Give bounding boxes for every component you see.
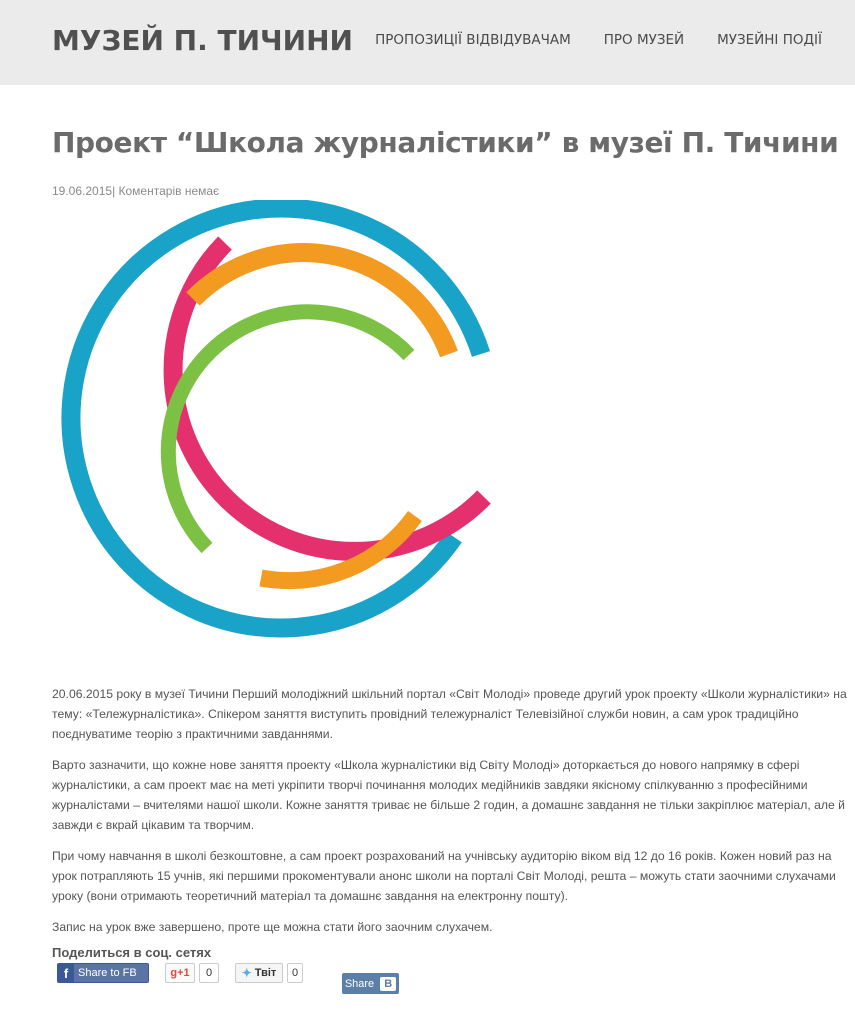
ring-green-arc	[168, 312, 409, 548]
google-plus-count: 0	[199, 963, 219, 983]
post-paragraph: Варто зазначити, що кожне нове заняття проекту «Школа журналістики від Світу Молоді» доторкається до нового напрямку в сфері журналістики, а сам проект має на меті укріпити творчі починання молодих медійників завдяки якісному спілкуванню з професійними журналістами – вчителями нашої школи. Кожне заняття триває не більше 2 годин, а домашнє завдання не тільки закріплює матеріал, але й завжди є вкрай цікавим та творчим.	[52, 758, 845, 832]
post-date: 19.06.2015	[52, 184, 113, 198]
facebook-share-button[interactable]	[57, 963, 149, 983]
twitter-bird-icon: ✦	[241, 966, 252, 980]
post-paragraph: 20.06.2015 року в музеї Тичини Перший молодіжний шкільний портал «Світ Молоді» проведе другий урок проекту «Школи журналістики» на тему: «Тележурналістика». Спікером заняття виступить провідний тележурналіст Телевізійної служби новин, а сам урок традиційно поєднуватиме теорію з практичними завданнями.	[52, 687, 847, 741]
post-paragraph: При чому навчання в школі безкоштовне, а сам проект розрахований на учнівську аудиторію віком від 12 до 16 років. Кожен новий раз на урок потрапляють 15 учнів, які першими прокоментували анонс школи на порталі Світ Молоді, решта – можуть стати заочними слухачами уроку (вони отримають теоретичний матеріал та домашнє завдання на електронну пошту).	[52, 849, 836, 903]
site-header	[0, 0, 855, 85]
site-title-link[interactable]: МУЗЕЙ П. ТИЧИНИ	[52, 24, 353, 57]
twitter-tweet-label: Твіт	[254, 967, 277, 979]
vk-share-label: Share	[344, 977, 375, 990]
google-plus-label: +1	[177, 967, 190, 979]
nav-item-about-museum[interactable]: ПРО МУЗЕЙ	[603, 32, 685, 48]
post-paragraph: Запис на урок вже завершено, проте ще можна стати його заочним слухачем.	[52, 920, 493, 934]
post-content	[52, 684, 852, 948]
post-meta	[52, 184, 219, 198]
facebook-icon: f	[58, 964, 74, 982]
facebook-share-label: Share to FB	[78, 967, 137, 979]
google-plus-button[interactable]	[165, 963, 195, 983]
twitter-tweet-button[interactable]	[235, 963, 283, 983]
vk-share-button[interactable]	[342, 973, 399, 994]
meta-separator: |	[112, 184, 116, 198]
twitter-count: 0	[287, 963, 303, 983]
vk-icon: В	[380, 977, 396, 991]
share-heading: Поделиться в соц. сетях	[52, 945, 212, 960]
google-plus-icon: g	[170, 967, 178, 979]
nav-item-visitor-offers[interactable]: ПРОПОЗИЦІЇ ВІДВІДУВАЧАМ	[375, 32, 571, 48]
comments-link[interactable]: Коментарів немає	[115, 184, 220, 198]
post-title: Проект “Школа журналістики” в музеї П. Тичини	[52, 126, 839, 159]
nav-item-museum-events[interactable]: МУЗЕЙНІ ПОДІЇ	[717, 32, 822, 48]
main-nav	[375, 32, 822, 48]
featured-image-logo	[45, 200, 505, 660]
ring-blue-arc	[71, 208, 481, 628]
